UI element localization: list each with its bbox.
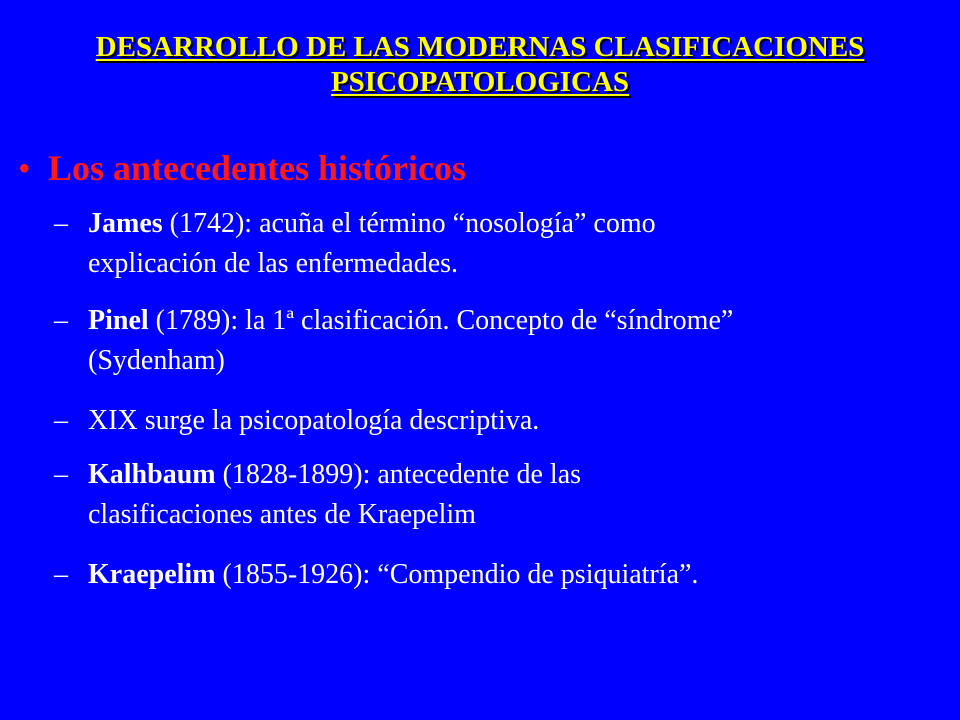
dash-marker: – [54, 559, 68, 590]
dash-marker: – [54, 459, 68, 490]
list-item-name: Kraepelim [88, 559, 216, 590]
list-item-name: Kalhbaum [88, 459, 216, 490]
list-item-text: (1742): acuña el término “nosología” como [162, 208, 656, 239]
list-item-line [54, 204, 954, 244]
list-item-line [54, 455, 954, 495]
list-item-kalhbaum [54, 455, 954, 535]
list-item-continuation: (Sydenham) [88, 345, 225, 376]
section-heading-text: Los antecedentes históricos [48, 148, 466, 188]
list-item-line [54, 555, 954, 595]
list-item-text: XIX surge la psicopatología descriptiva. [88, 405, 540, 436]
dash-marker: – [54, 405, 68, 436]
bullet-icon: • [18, 148, 31, 188]
section-heading [18, 146, 466, 190]
list-item-text: (1828-1899): antecedente de las [215, 459, 582, 490]
title-line-2: PSICOPATOLOGICAS [330, 66, 630, 98]
list-item-name: James [88, 208, 163, 239]
list-item-pinel [54, 301, 954, 381]
dash-marker: – [54, 305, 68, 336]
list-item-name: Pinel [88, 305, 149, 336]
list-item-text: (1855-1926): “Compendio de psiquiatría”. [215, 559, 699, 590]
list-item-continuation: explicación de las enfermedades. [88, 248, 459, 279]
list-item-xix [54, 401, 954, 441]
list-item-line [54, 495, 954, 535]
list-item-james [54, 204, 954, 284]
title-line-1: DESARROLLO DE LAS MODERNAS CLASIFICACIONES [95, 31, 865, 63]
list-item-kraepelim [54, 555, 954, 595]
list-item-line [54, 301, 954, 341]
list-item-continuation: clasificaciones antes de Kraepelim [88, 499, 476, 530]
list-item-line [54, 244, 954, 284]
list-item-line [54, 341, 954, 381]
list-item-text: (1789): la 1ª clasificación. Concepto de “síndrome” [148, 305, 734, 336]
list-item-line [54, 401, 954, 441]
dash-marker: – [54, 208, 68, 239]
slide-title [30, 30, 930, 100]
